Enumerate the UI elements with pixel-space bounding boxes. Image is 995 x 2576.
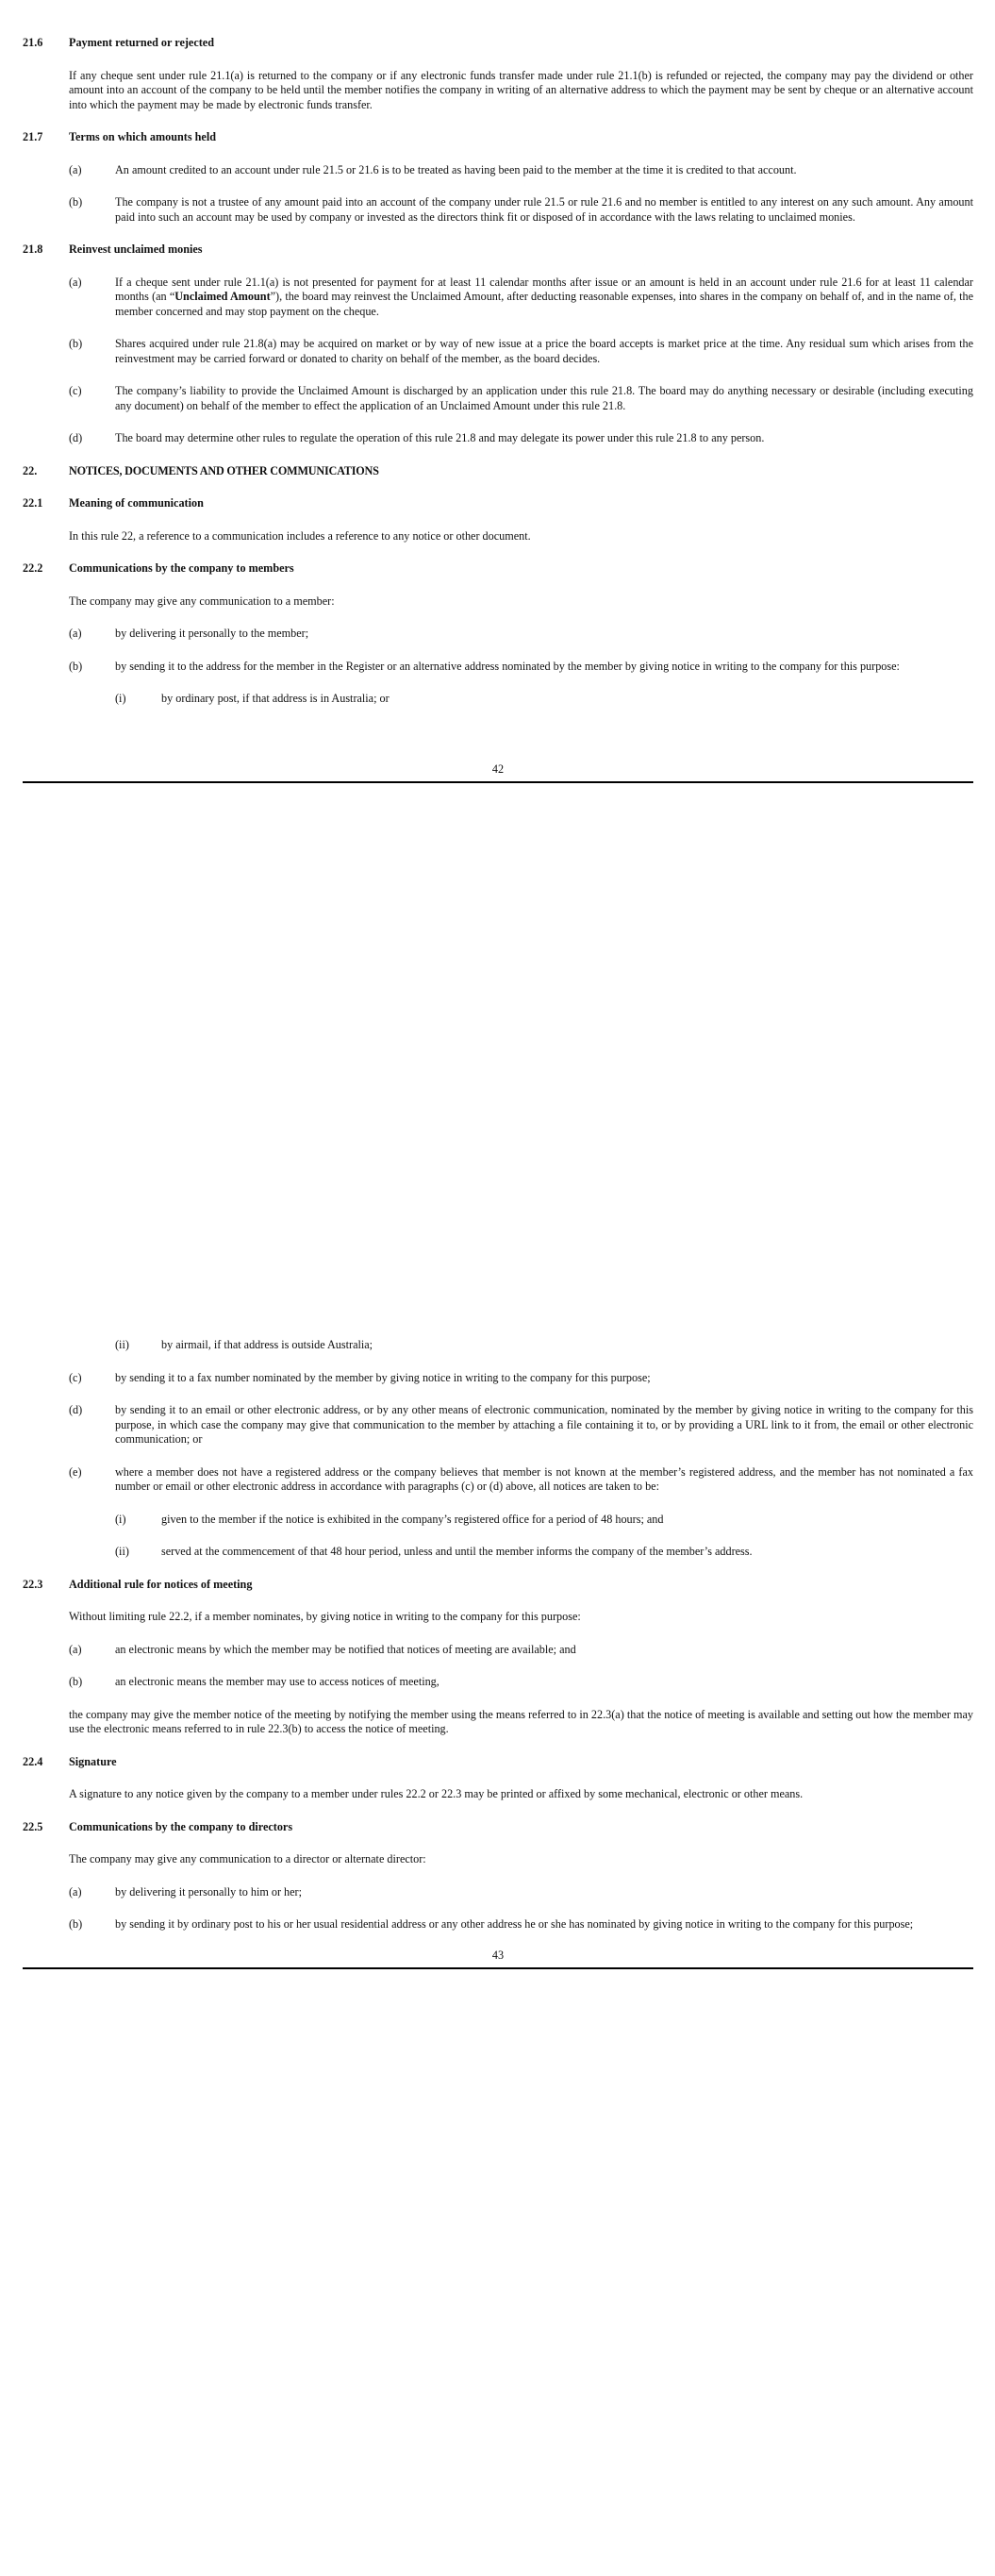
item-text-pre: If a cheque sent under rule 21.1(a) is not presented for payment for at least 11 calendar months after issue or an amount is held in an account under rule 21.6 for at least 11 calendar months (an “: [115, 275, 973, 303]
item-label: (d): [69, 431, 83, 444]
list-item: [69, 163, 973, 178]
list-item: [69, 660, 973, 675]
subitem-text: by ordinary post, if that address is in Australia; or: [161, 692, 390, 705]
section-number: 21.7: [23, 130, 43, 143]
subitem-text: by airmail, if that address is outside Australia;: [161, 1338, 373, 1351]
paragraph: Without limiting rule 22.2, if a member nominates, by giving notice in writing to the company for this purpose:: [69, 1610, 581, 1623]
paragraph: The company may give any communication to a director or alternate director:: [69, 1852, 426, 1865]
item-text: The board may determine other rules to regulate the operation of this rule 21.8 and may delegate its power under this rule 21.8 to any person.: [115, 431, 765, 444]
item-label: (e): [69, 1464, 82, 1479]
item-label: (b): [69, 1675, 83, 1688]
item-label: (a): [69, 627, 82, 640]
defined-term: Unclaimed Amount: [174, 290, 271, 303]
paragraph: In this rule 22, a reference to a communication includes a reference to any notice or other document.: [69, 528, 531, 543]
list-item: [69, 1403, 973, 1447]
item-text: by delivering it personally to the member;: [115, 627, 309, 640]
item-label: (b): [69, 337, 83, 350]
section-heading: [23, 1578, 973, 1593]
item-label: (c): [69, 1370, 82, 1384]
list-item: [69, 627, 973, 642]
subitem-label: (ii): [115, 1338, 129, 1351]
page-divider: [23, 781, 973, 783]
list-item: [69, 1885, 973, 1900]
section-number: 22.3: [23, 1577, 43, 1591]
list-item: [69, 195, 973, 225]
item-text: The company’s liability to provide the Unclaimed Amount is discharged by an application under this rule 21.8. The board may do anything necessary or desirable (including executing any document) on behalf of the member to effect the application of an Unclaimed Amount under this rule 21.8.: [115, 384, 973, 412]
list-item: [69, 1643, 973, 1658]
document-page-42: [0, 36, 995, 725]
list-item: [69, 1371, 973, 1386]
item-label: (c): [69, 384, 82, 397]
item-text: an electronic means by which the member may be notified that notices of meeting are available; and: [115, 1642, 576, 1656]
section-number: 22.2: [23, 561, 43, 575]
section-heading: [23, 130, 973, 145]
paragraph: A signature to any notice given by the company to a member under rules 22.2 or 22.3 may be printed or affixed by some mechanical, electronic or other means.: [69, 1787, 804, 1800]
page-content: [23, 36, 973, 707]
item-text: an electronic means the member may use to access notices of meeting,: [115, 1675, 439, 1688]
subitem-label: (ii): [115, 1545, 129, 1558]
section-title: Communications by the company to directors: [69, 1819, 293, 1833]
section-heading: [23, 561, 973, 577]
list-item: [69, 276, 973, 320]
section-heading: [23, 464, 973, 479]
item-text: [115, 276, 973, 320]
item-label: (b): [69, 659, 83, 673]
section-heading: [23, 36, 973, 51]
paragraph: If any cheque sent under rule 21.1(a) is returned to the company or if any electronic funds transfer made under rule 21.1(b) is refunded or rejected, the company may pay the dividend or other amount into an account of the company to be held until the member notifies the company in writing of an alternative address to which the payment may be sent by cheque or an alternative account into which the payment may be made by electronic funds transfer.: [69, 68, 973, 111]
subitem-text: given to the member if the notice is exhibited in the company’s registered office for a period of 48 hours; and: [161, 1512, 664, 1526]
page-number: 43: [491, 1949, 505, 1962]
paragraph: The company may give any communication to a member:: [69, 594, 335, 608]
section-number: 21.8: [23, 243, 43, 256]
subitem-text: served at the commencement of that 48 hour period, unless and until the member informs the company of the member’s address.: [161, 1545, 753, 1558]
section-heading: [23, 243, 973, 258]
list-item: [69, 1917, 973, 1932]
document-page-43: [0, 1338, 995, 1950]
item-label: (b): [69, 1917, 83, 1931]
item-label: (a): [69, 1642, 82, 1656]
section-number: 21.6: [23, 36, 43, 49]
section-number: 22.: [23, 463, 38, 477]
list-item: [69, 337, 973, 366]
sub-list-item: [115, 1513, 973, 1528]
item-text-post: ”), the board may reinvest the Unclaimed Amount, after deducting reasonable expenses, into shares in the company on behalf of, and in the name of, the member concerned and may stop payment on the cheque.: [115, 290, 973, 318]
section-title: Terms on which amounts held: [69, 130, 216, 143]
item-text: An amount credited to an account under rule 21.5 or 21.6 is to be treated as having been paid to the member at the time it is credited to that account.: [115, 162, 797, 176]
subitem-label: (i): [115, 1512, 126, 1526]
item-label: (b): [69, 195, 83, 209]
item-label: (a): [69, 162, 82, 176]
section-title: Meaning of communication: [69, 496, 204, 510]
sub-list-item: [115, 1338, 973, 1353]
list-item: [69, 384, 973, 413]
item-text: by sending it to the address for the member in the Register or an alternative address nominated by the member by giving notice in writing to the company for this purpose:: [115, 659, 900, 673]
section-title: Communications by the company to members: [69, 561, 294, 575]
section-heading: [23, 1755, 973, 1770]
list-item: [69, 1465, 973, 1495]
section-number: 22.5: [23, 1819, 43, 1833]
item-text: Shares acquired under rule 21.8(a) may be acquired on market or by way of new issue at a price the board accepts is market price at the time. Any residual sum which arises from the reinvestment may be carried forward or donated to charity on behalf of the member, as the board decides.: [115, 337, 973, 365]
section-title: Reinvest unclaimed monies: [69, 243, 203, 256]
section-number: 22.4: [23, 1754, 43, 1768]
page-divider: [23, 1967, 973, 1969]
paragraph: the company may give the member notice of the meeting by notifying the member using the means referred to in 22.3(a) that the notice of meeting is available and setting out how the member may use the electronic means referred to in rule 22.3(b) to access the notice of meeting.: [69, 1707, 973, 1735]
item-text: by delivering it personally to him or her;: [115, 1884, 303, 1899]
section-title: Additional rule for notices of meeting: [69, 1577, 253, 1591]
section-heading: [23, 496, 973, 511]
item-text: The company is not a trustee of any amount paid into an account of the company under rule 21.5 or rule 21.6 and no member is entitled to any interest on any such amount. Any amount paid into such an account may be used by company or invested as the directors think fit or disposed of in accordance with the laws relating to unclaimed monies.: [115, 195, 973, 224]
item-label: (a): [69, 275, 82, 289]
section-title: Payment returned or rejected: [69, 36, 214, 49]
page-content: [23, 1338, 973, 1932]
sub-list-item: [115, 1545, 973, 1560]
item-label: (a): [69, 1884, 82, 1899]
subitem-label: (i): [115, 692, 126, 705]
sub-list-item: [115, 692, 973, 707]
section-number: 22.1: [23, 496, 43, 510]
item-text: by sending it to a fax number nominated by the member by giving notice in writing to the company for this purpose;: [115, 1370, 651, 1384]
section-title: NOTICES, DOCUMENTS AND OTHER COMMUNICATIONS: [69, 463, 379, 477]
item-label: (d): [69, 1403, 83, 1416]
item-text: by sending it to an email or other electronic address, or by any other means of electronic communication, nominated by the member by giving notice in writing to the company for this purpose, in which case the company may give that communication to the member by attaching a file containing it to, or by providing a URL link to it from, the email or other electronic communication; or: [115, 1403, 973, 1446]
item-text: by sending it by ordinary post to his or her usual residential address or any other address he or she has nominated by giving notice in writing to the company for this purpose;: [115, 1917, 914, 1931]
page-number: 42: [491, 762, 505, 776]
list-item: [69, 431, 973, 446]
item-text: where a member does not have a registered address or the company believes that member is not known at the member’s registered address, and the member has not nominated a fax number or email or other electronic address in accordance with paragraphs (c) or (d) above, all notices are taken to be:: [115, 1464, 973, 1493]
section-title: Signature: [69, 1754, 117, 1768]
list-item: [69, 1675, 973, 1690]
section-heading: [23, 1820, 973, 1835]
